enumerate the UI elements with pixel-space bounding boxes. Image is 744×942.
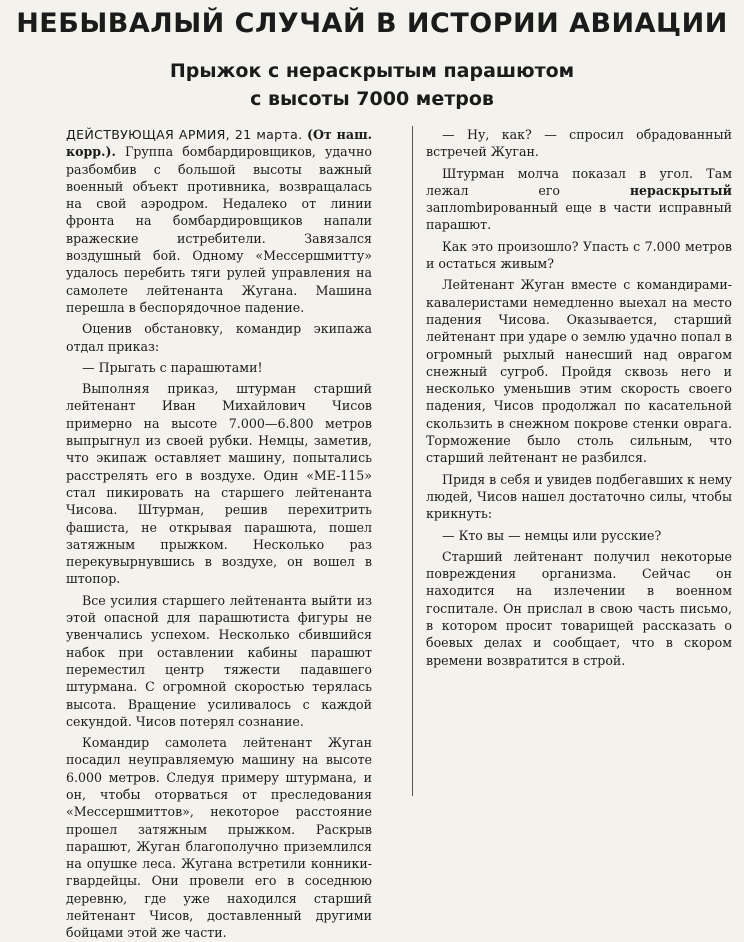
- paragraph-9: Как это произошло? Упасть с 7.000 метров и остаться живым?: [426, 238, 732, 272]
- plane-name: «МЕ-115»: [306, 467, 372, 483]
- paragraph-11: Придя в себя и увидев подбегавших к нему людей, Чисов нашел достаточно силы, чтобы крикнуть:: [426, 471, 732, 522]
- subheadline-line-1: Прыжок с нераскрытым парашютом: [169, 60, 575, 82]
- paragraph-4-text-a: Выполняя приказ, штурман старший лейтенант Иван Михайлович Чисов примерно на высоте: [66, 381, 372, 431]
- paragraph-1-text: Группа бомбардировщиков, удачно разбомбив с большой высоты важный военный объект противника, возвращалась на свой аэродром. Недалеко от линии фронта на бомбардировщиков напали вражеские истребители. Завязался воздушный бой. Одному «Мессершмитту» удалось перебить тяги рулей управления на самолете лейтенанта Жугана. Машина перешла в беспорядочное падение.: [66, 144, 372, 315]
- paragraph-3: — Прыгать с парашютами!: [82, 359, 263, 375]
- paragraph-6-text-b: метров. Следуя примеру штурмана, и он, чтобы оторваться от преследования «Мессершмиттов», некоторое расстояние прошел затяжным прыжком. Раскрыв парашют, Жуган благополучно приземлился на опушке леса. Жугана встретили конники-гвардейцы. Они провели его в соседнюю деревню, где уже находился старший лейтенант Чисов, доставленный другими бойцами этой же части.: [66, 769, 372, 941]
- paragraph-8: [426, 165, 732, 234]
- paragraph-4: [66, 380, 372, 588]
- column-divider: [412, 126, 413, 796]
- paragraph-10: Лейтенант Жуган вместе с командирами-кавалеристами немедленно выехал на место падения Чисова. Оказывается, старший лейтенант при ударе о землю удачно попал в огромный рыхлый нанесший над оврагом снежный сугроб. Пройдя сквозь него и несколько уменьшив этим скорость своего падения, Чисов продолжал по касательной скользить в снежном покрове стенки оврага. Торможение было столь сильным, что старший лейтенант не разбился.: [426, 277, 732, 466]
- paragraph-2: Оценив обстановку, командир экипажа отдал приказ:: [66, 321, 372, 354]
- paragraph-4-text-b: метров выпрыгнул из своей рубки. Немцы, заметив, что экипаж оставляет машину, попытались расстрелять его в воздухе. Один: [66, 415, 372, 483]
- paragraph-8-text-a: Штурман молча показал в угол. Там лежал его: [426, 165, 732, 198]
- paragraph-4-text-c: стал пикировать на старшего лейтенанта Чисова. Штурман, решив перехитрить фашиста, не открывая парашюта, пошел затяжным прыжком. Несколько раз перекувырнувшись в воздухе, он вошел в штопор.: [66, 484, 372, 587]
- paragraph-12: — Кто вы — немцы или русские?: [442, 527, 662, 543]
- paragraph-8-text-b: заплombированный еще в части исправный парашют.: [426, 200, 732, 233]
- dateline: ДЕЙСТВУЮЩАЯ АРМИЯ, 21 марта.: [66, 127, 303, 142]
- altitude-landing: 6.000: [66, 769, 103, 785]
- source-note: (От наш. корр.).: [66, 127, 372, 160]
- paragraph-6-text-a: Командир самолета лейтенант Жуган посадил неуправляемую машину на высоте: [66, 735, 372, 768]
- article-column-left: [66, 126, 372, 941]
- article-column-right: [426, 126, 732, 806]
- paragraph-7: — Ну, как? — спросил обрадованный встречей Жуган.: [426, 127, 732, 160]
- paragraph-13: Старший лейтенант получил некоторые повреждения организма. Сейчас он находится на излечении в военном госпитале. Он прислал в свою часть письмо, в котором просит товарищей рассказать о боевых делах и сообщает, что в скором времени возвратится в строй.: [426, 548, 732, 668]
- altitude-jump: 7.000—6.800: [228, 415, 314, 431]
- subheadline-line-2: с высоты 7000 метров: [250, 88, 494, 110]
- unopened-word: нераскрытый: [629, 182, 732, 198]
- paragraph-6: [66, 734, 372, 942]
- paragraph-1: [66, 126, 372, 316]
- paragraph-5: Все усилия старшего лейтенанта выйти из этой опасной для парашютиста фигуры не увенчались успехом. Несколько сбившийся набок при оставлении кабины парашют переместил центр тяжести падавшего штурмана. С огромной скоростью терялась высота. Вращение усиливалось с каждой секундой. Чисов потерял сознание.: [66, 592, 372, 729]
- headline: НЕБЫВАЛЫЙ СЛУЧАЙ В ИСТОРИИ АВИАЦИИ: [16, 8, 728, 39]
